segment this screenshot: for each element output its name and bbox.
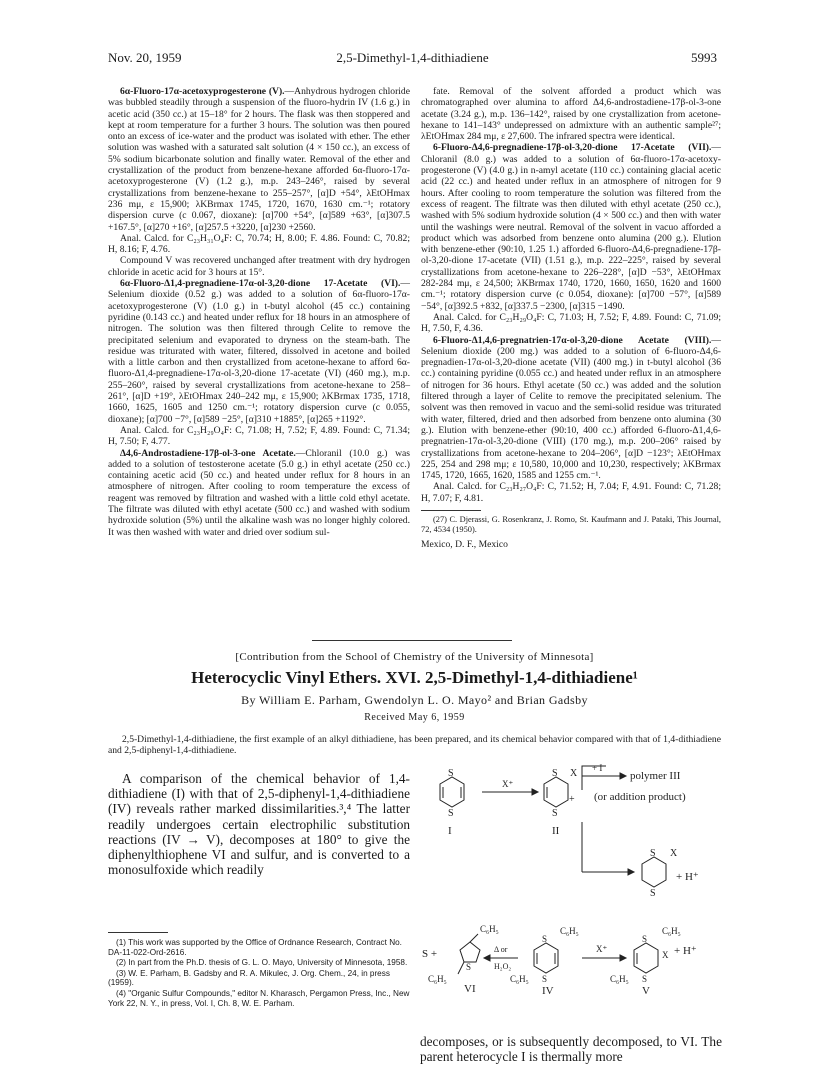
paragraph-text: —Selenium dioxide (0.52 g.) was added to a solution of 6α-fluoro-17α-acetoxyprogesterone (V) (1.0 g.) in t-butyl alcohol (45 cc.) containing pyridine (0.143 cc.) and heated under reflux for 18 hours in an atmosphere of nitrogen. The solution was then filtered through Celite to remove the precipitated selenium and evaporated to dryness on the steam-bath. The residue was triturated with water, filtered, dissolved in acetone and boiled with a little carbon and then crystallized from acetone-hexane to afford 6α-fluoro-Δ1,4-pregnadiene-17α-ol-3,20-dione 17-acetate (VI) (460 mg.), m.p. 255–260°, raised by several crystallizations from acetone-hexane to 258–261°, [α]D +19°, λEtOHmax 240–242 mμ, ε 15,900; λKBrmax 1735, 1718, 1660, 1625, 1605 and 1250 cm.⁻¹; rotatory dispersion curve (c 0.055, dioxane); [α]700 −7°, [α]589 −25°, [α]310 +1885°, [α]265 +1192°. [108,278,410,425]
c6h5-group: C₆H₅ [560,926,579,936]
header-running-title: 2,5-Dimethyl-1,4-dithiadiene [336,50,489,65]
label-IV: IV [542,985,554,997]
footnote-rule [108,932,168,933]
x-atom: X [662,950,669,960]
plus-h-label: + H⁺ [676,871,699,883]
paragraph [108,448,410,538]
paragraph-text: Anal. Calcd. for C₂₃H₃₁O₄F: C, 70.74; H, 8.00; F. 4.86. Found: C, 70.82; H, 8.16; F, 4.76. [108,232,410,256]
compound-II [544,768,578,837]
header-date: Nov. 20, 1959 [108,50,182,65]
c6h5-group: C₆H₅ [510,974,529,984]
s-atom: S [552,768,558,779]
x-atom: X [670,848,678,859]
contribution-line: [Contribution from the School of Chemistry of the University of Minnesota] [235,651,594,663]
label-II: II [552,825,560,837]
compound-heading: 6-Fluoro-Δ1,4,6-pregnatrien-17α-ol-3,20-dione Acetate (VIII). [433,334,712,346]
authors-line: By William E. Parham, Gwendolyn L. O. Mayo² and Brian Gadsby [241,693,588,707]
header-page-number: 5993 [691,50,717,65]
paragraph [108,86,410,233]
footnote: (3) W. E. Parham, B. Gadsby and R. A. Mikulec, J. Org. Chem., 24, in press (1959). [108,968,390,988]
x-atom: X [570,768,578,779]
left-column [108,86,410,538]
intro-text: A comparison of the chemical behavior of 1,4-dithiadiene (I) with that of 2,5-diphenyl-1,4-dithiadiene (IV) reveals rather marked dissimilarities.³,⁴ The latter readily undergoes certain electrophilic substitution reactions (IV → V), decomposes at 180° to give the diphenylthiophene VI and sulfur, and is converted to a monosulfoxide which readily [108,771,410,878]
scheme-svg [420,762,722,1032]
arrow-head [484,955,490,961]
label-VI: VI [464,983,476,995]
polymer-label: polymer III [630,770,681,782]
label-V: V [642,985,650,997]
c6h5-group: C₆H₅ [428,974,447,984]
arrow-head [620,955,626,961]
s-atom: S [448,768,454,779]
arrow-head [628,869,634,875]
reaction-scheme [420,762,722,1032]
paragraph [421,335,721,482]
paragraph [108,278,410,425]
plus-sign: + [569,794,575,805]
delta-label: Δ or [494,945,508,954]
paragraph-text: Anal. Calcd. for C₂₃H₂₇O₄F: C, 71.52; H, 7.04; F, 4.91. Found: C, 71.28; H, 7.07; F, 4.81. [421,481,721,504]
h2o2-label: H₂O₂ [494,962,512,971]
paragraph-text: Anal. Calcd. for C₂₃H₂₉O₄F: C, 71.03; H, 7.52; F, 4.89. Found: C, 71.09; H, 7.50, F, 4.36. [421,311,721,335]
compound-I [440,768,464,837]
paragraph-text: fate. Removal of the solvent afforded a product which was chromatographed over alumina to afford Δ4,6-androstadiene-17β-ol-3-one acetate (3.24 g.), m.p. 136–142°, raised by one crystallization from acetone-hexane to 141–143° undepressed on admixture with an authentic sample²⁷; λEtOHmax 284 mμ, ε 27,600. The infrared spectra were identical. [421,86,721,143]
s-atom: S [466,962,472,972]
footnote-rule [421,510,481,511]
paragraph-text: —Anhydrous hydrogen chloride was bubbled steadily through a suspension of the fluoro-hydrin IV (1.6 g.) in acetic acid (350 cc.) at 15–18° for 2 hours. The flask was then stoppered and kept at room temperature for a further 3 hours. The solution was then poured onto an excess of ice-water and the product was isolated with ether. The ether solution was washed with a saturated salt solution (4 × 150 cc.), an excess of 5% sodium bicarbonate solution and finally water. Removal of the ether and crystallization of the product from benzene-hexane afforded 6α-fluoro-17α-acetoxyprogesterone (V) (1.2 g.), m.p. 243–246°, raised by several crystallizations from benzene-hexane to 255–257°, [α]D +54°, λEtOHmax 236 mμ, ε 15,900; λKBrmax 1745, 1720, 1670, 1630 cm.⁻¹; rotatory dispersion curve (c 0.067, dioxane): [α]700 +54°, [α]589 +63°, [α]307.5 +167.5°, [α]270 +16°, [α]257.5 +3220, [α]230 +2560. [108,86,410,233]
arrow-head [532,789,538,795]
footnotes [108,938,410,1009]
paragraph-text: —Chloranil (10.0 g.) was added to a solution of testosterone acetate (5.0 g.) in ethyl acetate (250 cc.) containing acetic acid (50 cc.) and heated under reflux for 8 hours in an atmosphere of nitrogen. After cooling to room temperature the excess of reagent was removed by filtration and washed with a little cold ethyl acetate. The filtrate was diluted with ethyl acetate (500 cc.) and washed with sodium hydroxide solution (5%) until the alkaline wash was no longer highly colored. It was then washed with water and dried over sodium sul- [108,447,410,538]
post-scheme-text: decomposes, or is subsequently decomposed, to VI. The parent heterocycle I is thermally more [420,1034,722,1065]
compound-III-substituted [642,848,699,899]
compound-IV [510,926,579,997]
paragraph [108,255,410,278]
footnote: (4) "Organic Sulfur Compounds," editor N. Kharasch, Pergamon Press, Inc., New York 22, N. Y., in press, Vol. I, Ch. 8, W. E. Parham. [108,988,410,1008]
page-header [108,50,717,70]
label-I: I [448,825,452,837]
compound-V [610,926,697,997]
location: Mexico, D. F., Mexico [421,538,508,550]
s-atom: S [642,974,648,984]
c6h5-group: C₆H₅ [662,926,681,936]
paragraph [421,86,721,142]
right-column [421,86,721,550]
paragraph [421,142,721,311]
paragraph-text: —Chloranil (8.0 g.) was added to a solution of 6α-fluoro-17α-acetoxy-progesterone (V) (4.0 g.) in n-amyl acetate (110 cc.) containing glacial acetic acid (22 cc.) and heated under reflux in an atmosphere of nitrogen for 9 hours. After cooling to room temperature the solution was filtered from the excess of reagent. The filtrate was then diluted with ethyl acetate (250 cc.), washed with 5% sodium hydroxide solution (4 × 500 cc.) and then with water until the washings were neutral. Removal of the solvent in vacuo afforded a product which was adsorbed from benzene onto alumina (200 g.). Elution with benzene-ether (90:10, 1.25 1.) afforded 6-fluoro-Δ4,6-pregnadiene-17β-ol-3,20-dione 17-acetate (VII) (1.51 g.), m.p. 222–225°, raised by several crystallizations from acetone-hexane to 226–228°, [α]D −53°, λEtOHmax 282-284 mμ, ε 24,500; λKBrmax 1740, 1720, 1660, 1650, 1620 and 1600 cm.⁻¹; rotatory dispersion curve (c 0.054, dioxane): [α]700 −57°, [α]589 −54°, [α]392.5 +832, [α]337.5 −2300, [α]315 −1490. [421,142,721,312]
s-atom: S [542,934,548,944]
compound-heading: Δ4,6-Androstadiene-17β-ol-3-one Acetate. [120,447,296,459]
footnote-27: (27) C. Djerassi, G. Rosenkranz, J. Romo, St. Kaufmann and J. Pataki, This Journal, 72, 4534 (1950). [421,514,721,534]
s-atom: S [642,934,648,944]
plus-i-label: + I [592,763,603,773]
arrow-head [620,773,626,779]
c6h5-group: C₆H₅ [480,924,499,934]
abstract: 2,5-Dimethyl-1,4-dithiadiene, the first example of an alkyl dithiadiene, has been prepared, and its chemical behavior compared with that of 1,4-dithiadiene and 2,5-diphenyl-1,4-dithiadiene. [108,734,721,757]
footnote: (1) This work was supported by the Office of Ordnance Research, Contract No. DA-11-022-Ord-2616. [108,938,402,957]
paragraph [108,425,410,448]
paragraph-text: Compound V was recovered unchanged after treatment with dry hydrogen chloride in acetic acid for 3 hours at 15°. [108,255,410,278]
s-atom: S [542,974,548,984]
s-atom: S [552,808,558,819]
article-title: Heterocyclic Vinyl Ethers. XVI. 2,5-Dimethyl-1,4-dithiadiene¹ [191,668,638,687]
section-divider [312,640,512,641]
compound-heading: 6-Fluoro-Δ4,6-pregnadiene-17β-ol-3,20-dione 17-Acetate (VII). [433,142,712,154]
paragraph [421,312,721,335]
c6h5-group: C₆H₅ [610,974,629,984]
footnote: (2) In part from the Ph.D. thesis of G. L. O. Mayo, University of Minnesota, 1958. [116,958,408,968]
s-atom: S [650,848,656,859]
received-date: Received May 6, 1959 [364,712,465,723]
paragraph [421,481,721,504]
x-plus-label: X⁺ [502,779,514,789]
x-plus-label: X⁺ [596,944,608,954]
addition-label: (or addition product) [594,791,686,803]
intro-paragraph [108,771,410,877]
compound-heading: 6α-Fluoro-17α-acetoxyprogesterone (V). [120,86,285,97]
plus-h-label: + H⁺ [674,945,697,957]
compound-heading: 6α-Fluoro-Δ1,4-pregnadiene-17α-ol-3,20-dione 17-Acetate (VI). [120,278,401,290]
s-plus-label: S + [422,948,438,960]
s-atom: S [448,808,454,819]
paragraph [108,233,410,256]
paragraph-text: Anal. Calcd. for C₂₃H₂₉O₄F: C, 71.08; H, 7.52; F, 4.89. Found: C, 71.34; H, 7.50; F, 4.77. [108,424,410,448]
s-atom: S [650,888,656,899]
paragraph-text: —Selenium dioxide (200 mg.) was added to a solution of 6-fluoro-Δ4,6-pregnadien-17α-ol-3,20-dione acetate (VII) (400 mg.) in t-butyl alcohol (36 cc.) containing pyridine (0.055 cc.) and heated under reflux in an atmosphere of nitrogen for 36 hours. Ethyl acetate (50 cc.) was added and the solution filtered through a layer of Celite to remove the precipitated selenium. The solvent was then removed in vacuo and the semi-solid residue was triturated with water, filtered, dried and then adsorbed from benzene onto alumina (30 g.). Elution with benzene-ether (90:10, 400 cc.) afforded 6-fluoro-Δ1,4,6-pregnatrien-17α-ol-3,20-dione (VIII) (170 mg.), m.p. 200–206° raised by crystallizations from acetone-hexane to 204–206°, [α]D −123°; λEtOHmax 225, 254 and 298 mμ; ε 10,580, 10,000 and 10,230, respectively; λKBrmax 1745, 1720, 1665, 1620, 1585 and 1255 cm.⁻¹. [421,334,721,482]
